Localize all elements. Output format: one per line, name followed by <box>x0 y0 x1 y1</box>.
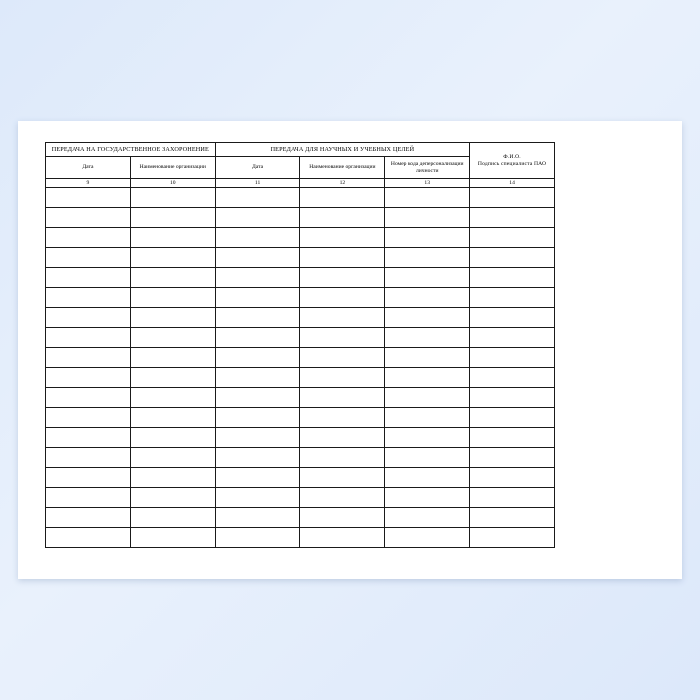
column-header-date-2: Дата <box>215 157 300 179</box>
table-cell-empty <box>300 248 385 268</box>
column-header-organization-1: Наименование организации <box>130 157 215 179</box>
table-row <box>46 208 555 228</box>
table-cell-empty <box>385 268 470 288</box>
table-cell-empty <box>300 428 385 448</box>
table-cell-empty <box>130 508 215 528</box>
table-row <box>46 408 555 428</box>
table-cell-empty <box>215 328 300 348</box>
column-number-14: 14 <box>470 179 555 188</box>
table-cell-empty <box>130 408 215 428</box>
table-cell-empty <box>130 528 215 548</box>
table-row <box>46 268 555 288</box>
table-cell-empty <box>130 328 215 348</box>
table-cell-empty <box>130 428 215 448</box>
table-cell-empty <box>215 448 300 468</box>
table-row <box>46 468 555 488</box>
column-number-10: 10 <box>130 179 215 188</box>
table-row <box>46 228 555 248</box>
table-cell-empty <box>46 428 131 448</box>
register-table-container <box>45 142 555 548</box>
table-cell-empty <box>300 448 385 468</box>
table-row <box>46 508 555 528</box>
table-cell-empty <box>130 488 215 508</box>
table-cell-empty <box>385 488 470 508</box>
table-cell-empty <box>385 208 470 228</box>
table-cell-empty <box>300 308 385 328</box>
table-cell-empty <box>300 468 385 488</box>
table-cell-empty <box>130 348 215 368</box>
table-cell-empty <box>130 248 215 268</box>
table-row <box>46 488 555 508</box>
table-cell-empty <box>46 408 131 428</box>
table-cell-empty <box>385 248 470 268</box>
table-cell-empty <box>470 428 555 448</box>
table-cell-empty <box>215 428 300 448</box>
table-cell-empty <box>46 208 131 228</box>
group-header-row <box>46 143 555 157</box>
table-cell-empty <box>385 308 470 328</box>
table-row <box>46 448 555 468</box>
table-row <box>46 348 555 368</box>
table-cell-empty <box>470 228 555 248</box>
fio-line-2: Подпись специалиста ПАО <box>477 160 547 167</box>
table-cell-empty <box>46 308 131 328</box>
table-cell-empty <box>215 408 300 428</box>
table-row <box>46 188 555 208</box>
table-cell-empty <box>470 508 555 528</box>
table-cell-empty <box>300 528 385 548</box>
table-cell-empty <box>300 368 385 388</box>
table-cell-empty <box>215 468 300 488</box>
table-cell-empty <box>385 188 470 208</box>
table-cell-empty <box>470 528 555 548</box>
table-cell-empty <box>470 388 555 408</box>
table-cell-empty <box>470 248 555 268</box>
column-number-13: 13 <box>385 179 470 188</box>
table-cell-empty <box>470 268 555 288</box>
column-header-date-1: Дата <box>46 157 131 179</box>
table-cell-empty <box>46 488 131 508</box>
table-cell-empty <box>470 328 555 348</box>
table-cell-empty <box>470 488 555 508</box>
table-cell-empty <box>215 228 300 248</box>
table-cell-empty <box>46 508 131 528</box>
table-cell-empty <box>470 288 555 308</box>
table-cell-empty <box>215 388 300 408</box>
table-cell-empty <box>215 248 300 268</box>
group-header-science-education: ПЕРЕДАЧА ДЛЯ НАУЧНЫХ И УЧЕБНЫХ ЦЕЛЕЙ <box>215 143 469 157</box>
table-cell-empty <box>130 368 215 388</box>
table-cell-empty <box>470 368 555 388</box>
table-row <box>46 248 555 268</box>
column-number-row <box>46 179 555 188</box>
table-cell-empty <box>130 208 215 228</box>
table-cell-empty <box>130 388 215 408</box>
table-cell-empty <box>385 468 470 488</box>
group-header-state-burial: ПЕРЕДАЧА НА ГОСУДАРСТВЕННОЕ ЗАХОРОНЕНИЕ <box>46 143 216 157</box>
table-cell-empty <box>385 368 470 388</box>
table-cell-empty <box>46 328 131 348</box>
table-cell-empty <box>470 348 555 368</box>
table-cell-empty <box>46 448 131 468</box>
table-cell-empty <box>46 528 131 548</box>
column-number-9: 9 <box>46 179 131 188</box>
table-row <box>46 368 555 388</box>
column-number-11: 11 <box>215 179 300 188</box>
column-header-depersonalization-code: Номер кода деперсонализации личности <box>385 157 470 179</box>
table-cell-empty <box>385 448 470 468</box>
table-cell-empty <box>300 388 385 408</box>
table-cell-empty <box>46 468 131 488</box>
table-cell-empty <box>300 508 385 528</box>
table-cell-empty <box>215 308 300 328</box>
table-cell-empty <box>46 368 131 388</box>
table-cell-empty <box>130 468 215 488</box>
register-table <box>45 142 555 548</box>
table-cell-empty <box>215 528 300 548</box>
table-body <box>46 188 555 548</box>
table-cell-empty <box>300 268 385 288</box>
table-cell-empty <box>470 468 555 488</box>
column-header-fio-signature <box>470 143 555 179</box>
table-cell-empty <box>130 288 215 308</box>
table-cell-empty <box>300 408 385 428</box>
table-cell-empty <box>385 228 470 248</box>
table-row <box>46 288 555 308</box>
table-cell-empty <box>130 308 215 328</box>
column-number-12: 12 <box>300 179 385 188</box>
table-cell-empty <box>300 288 385 308</box>
table-cell-empty <box>300 188 385 208</box>
table-cell-empty <box>46 348 131 368</box>
table-cell-empty <box>470 188 555 208</box>
table-cell-empty <box>300 348 385 368</box>
table-cell-empty <box>215 488 300 508</box>
table-cell-empty <box>470 448 555 468</box>
table-cell-empty <box>215 508 300 528</box>
table-cell-empty <box>46 288 131 308</box>
table-cell-empty <box>46 268 131 288</box>
table-head <box>46 143 555 188</box>
table-cell-empty <box>300 228 385 248</box>
table-cell-empty <box>300 328 385 348</box>
table-row <box>46 388 555 408</box>
table-cell-empty <box>130 188 215 208</box>
table-cell-empty <box>470 208 555 228</box>
table-cell-empty <box>215 288 300 308</box>
table-cell-empty <box>300 208 385 228</box>
table-row <box>46 328 555 348</box>
table-cell-empty <box>385 508 470 528</box>
paper-sheet <box>18 121 682 579</box>
table-cell-empty <box>385 288 470 308</box>
table-cell-empty <box>46 228 131 248</box>
table-cell-empty <box>215 268 300 288</box>
table-cell-empty <box>385 428 470 448</box>
table-cell-empty <box>385 528 470 548</box>
table-cell-empty <box>300 488 385 508</box>
table-cell-empty <box>130 268 215 288</box>
table-cell-empty <box>385 388 470 408</box>
table-cell-empty <box>46 248 131 268</box>
table-row <box>46 428 555 448</box>
table-row <box>46 528 555 548</box>
table-cell-empty <box>385 348 470 368</box>
table-cell-empty <box>215 368 300 388</box>
table-cell-empty <box>215 208 300 228</box>
table-cell-empty <box>215 188 300 208</box>
table-cell-empty <box>385 408 470 428</box>
table-cell-empty <box>215 348 300 368</box>
table-cell-empty <box>385 328 470 348</box>
table-cell-empty <box>46 388 131 408</box>
column-header-organization-2: Наименование организации <box>300 157 385 179</box>
table-cell-empty <box>470 308 555 328</box>
table-cell-empty <box>470 408 555 428</box>
fio-line-1: Ф.И.О. <box>503 153 521 160</box>
table-cell-empty <box>130 228 215 248</box>
table-cell-empty <box>130 448 215 468</box>
table-row <box>46 308 555 328</box>
table-cell-empty <box>46 188 131 208</box>
